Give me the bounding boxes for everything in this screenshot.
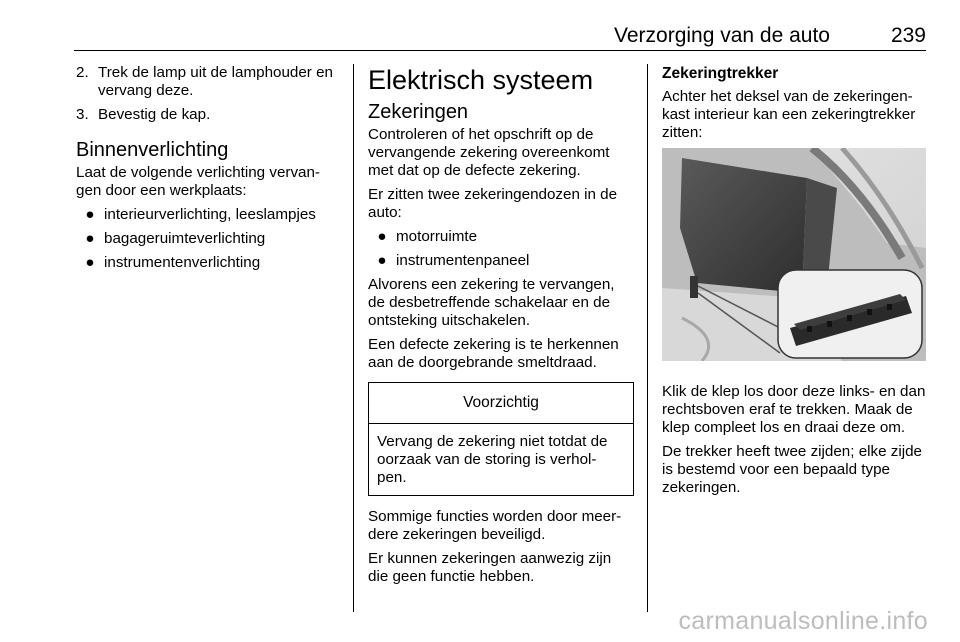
page-header: [74, 0, 926, 51]
list-item: [368, 228, 634, 246]
paragraph: Er zitten twee zekeringendozen in de auto:: [368, 186, 618, 221]
step-number: 3.: [76, 106, 89, 123]
list-item: [76, 206, 346, 224]
step-number: 2.: [76, 64, 89, 81]
fuse-puller-image: [662, 148, 926, 361]
chapter-header-title: Verzorging van de auto: [614, 24, 830, 47]
column-right: [662, 64, 928, 503]
paragraph: Een defecte zekering is te herkennen aan de doorgebrande smeltdraad.: [368, 336, 619, 371]
list-item: [76, 230, 346, 248]
list-item: [368, 252, 634, 270]
list-item-text: instrumentenpaneel: [396, 252, 530, 269]
list-item-text: interieurverlichting, leeslampjes: [104, 206, 316, 223]
watermark-text: carmanualsonline.info: [678, 607, 928, 635]
paragraph: Achter het deksel van de zekeringen- kast interieur kan een zekeringtrekker zitten:: [662, 88, 916, 141]
list-item-text: motorruimte: [396, 228, 478, 245]
chapter-title-electrical-system: Elektrisch systeem: [368, 65, 594, 95]
caution-box: [368, 382, 634, 496]
step-text: Trek de lamp uit de lamphouder en vervang deze.: [98, 64, 333, 99]
list-item-text: bagageruimteverlichting: [104, 230, 266, 247]
step-text: Bevestig de kap.: [98, 106, 211, 123]
paragraph: Controleren of het opschrift op de vervangende zekering overeenkomt met dat op de defecte zekering.: [368, 126, 610, 179]
section-title-interior-lighting: Binnenverlichting: [76, 139, 229, 161]
column-divider-left: [353, 64, 354, 612]
column-divider-right: [647, 64, 648, 612]
step-item: [76, 64, 346, 100]
paragraph: Er kunnen zekeringen aanwezig zijn die geen functie hebben.: [368, 550, 612, 585]
list-item-text: instrumentenverlichting: [104, 254, 261, 271]
bullet-icon: ●: [85, 206, 95, 223]
subsection-title-fuse-puller: Zekeringtrekker: [662, 65, 779, 82]
paragraph: De trekker heeft twee zijden; elke zijde is bestemd voor een bepaald type zekeringen.: [662, 443, 923, 496]
step-item: [76, 106, 346, 124]
bullet-icon: ●: [85, 254, 95, 271]
intro-paragraph: Laat de volgende verlichting vervan- gen door een werkplaats:: [76, 164, 320, 199]
paragraph: Sommige functies worden door meer- dere zekeringen beveiligd.: [368, 508, 622, 543]
section-title-fuses: Zekeringen: [368, 101, 469, 123]
paragraph: Klik de klep los door deze links- en dan rechtsboven eraf te trekken. Maak de klep compleet los en draai deze om.: [662, 383, 926, 436]
bullet-icon: ●: [85, 230, 95, 247]
column-middle: [368, 64, 634, 592]
page-number: 239: [890, 24, 926, 47]
bullet-icon: ●: [377, 252, 387, 269]
bullet-icon: ●: [377, 228, 387, 245]
fuse-puller-illustration: [662, 148, 926, 361]
list-item: [76, 254, 346, 272]
caution-body: Vervang de zekering niet totdat de oorzaak van de storing is verhol- pen.: [377, 433, 608, 486]
paragraph: Alvorens een zekering te vervangen, de desbetreffende schakelaar en de ontsteking uitschakelen.: [368, 276, 615, 329]
column-left: [76, 64, 346, 278]
caution-title: Voorzichtig: [369, 383, 633, 424]
